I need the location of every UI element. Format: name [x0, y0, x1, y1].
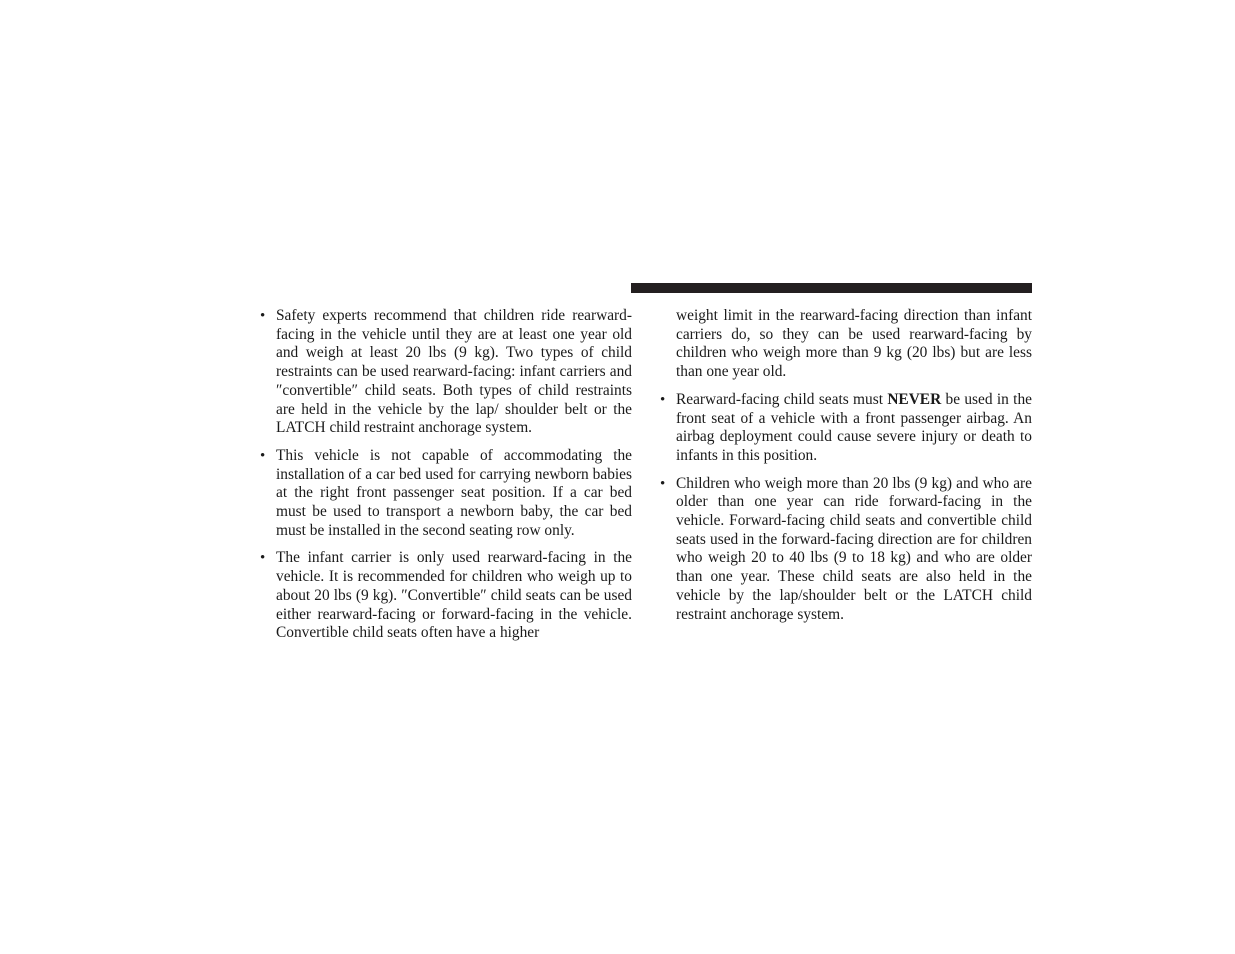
section-header-rule — [631, 283, 1032, 293]
list-item-text: The infant carrier is only used rearward-facing in the vehicle. It is recommended for children who weigh up to about 20 lbs (9 kg). ″Convertible″ child seats can be used either rearward-facing or forward-facing in the vehicle. Convertible child seats often have a higher — [276, 549, 632, 642]
list-item-text: Children who weigh more than 20 lbs (9 kg) and who are older than one year can ride forward-facing in the vehicle. Forward-facing child seats and convertible child seats used in the forward-facing direction are for children who weigh 20 to 40 lbs (9 to 18 kg) and who are older than one year. These child seats are also held in the vehicle by the lap/shoulder belt or the LATCH child restraint anchorage system. — [676, 474, 1032, 623]
bullet-dot: • — [260, 308, 266, 324]
never-emphasis: NEVER — [887, 390, 942, 408]
list-item-forward-facing — [660, 475, 1032, 625]
list-item-text: Safety experts recommend that children ride rearward-facing in the vehicle until they are at least one year old and weigh at least 20 lbs (9 kg). Two types of child restraints can be used rearward-facing: infant carriers and ″convertible″ child seats. Both types of child restraints are held in the vehicle by the lap/ shoulder belt or the LATCH child restraint anchorage system. — [276, 307, 632, 437]
list-item-text-after: be used in the front seat of a vehicle with a front passenger airbag. An airbag deployment could cause severe injury or death to infants in this position. — [676, 390, 1032, 464]
list-item-text: This vehicle is not capable of accommodating the installation of a car bed used for carrying newborn babies at the right front passenger seat position. If a car bed must be used to transport a newborn baby, the car bed must be installed in the second seating row only. — [276, 446, 632, 539]
bullet-dot: • — [660, 391, 666, 408]
list-item-infant-carrier — [260, 549, 632, 643]
bullet-dot: • — [260, 550, 266, 567]
list-item-rearward-recommendation — [260, 307, 632, 438]
bullet-dot: • — [660, 475, 666, 492]
right-column — [660, 307, 1032, 633]
list-item-car-bed — [260, 447, 632, 541]
continued-paragraph: weight limit in the rearward-facing direction than infant carriers do, so they can be used rearward-facing by children who weigh more than 9 kg (20 lbs) but are less than one year old. — [676, 307, 1032, 381]
bullet-dot: • — [260, 447, 266, 464]
left-column — [260, 307, 632, 652]
list-item-never-front-seat — [660, 391, 1032, 466]
list-item-text-before: Rearward-facing child seats must — [676, 390, 888, 408]
